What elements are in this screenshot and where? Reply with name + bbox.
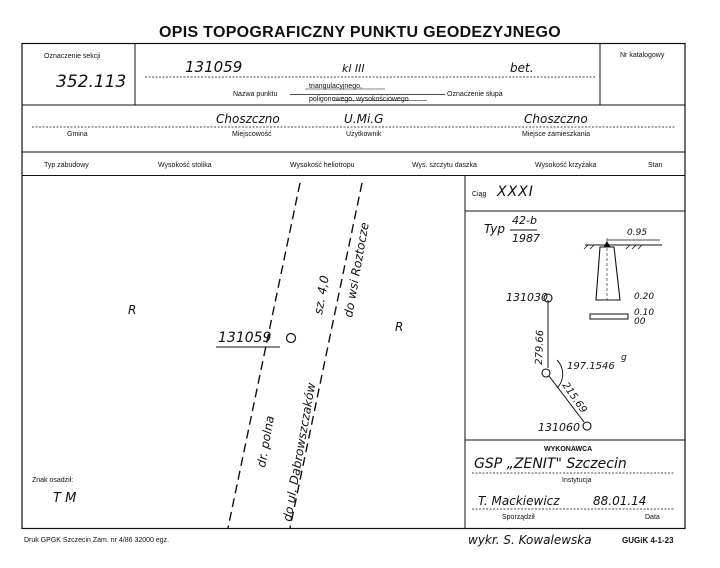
dist-2-label: 215.69 [559,380,589,416]
znak-value: T M [53,491,77,506]
column-label: Wysokość stolika [158,162,212,169]
executor-person-label: Sporządził [502,514,535,521]
dim-00: 00 [634,317,646,327]
region-right-r: R [395,320,404,334]
point-top-label: 131030 [506,291,548,304]
column-label: Wysokość heliotropu [290,162,355,169]
center-point-marker [542,369,550,377]
point-class: kl III [342,62,365,75]
znak-label: Znak osadził: [32,477,74,484]
executor-inst-label: Instytucja [562,477,592,484]
executor-date: 88.01.14 [593,494,647,508]
ciag-value: XXXI [497,184,534,200]
uzytkownik-label: Użytkownik [346,131,382,138]
column-label: Wys. szczytu daszka [412,162,477,169]
document-title: OPIS TOPOGRAFICZNY PUNKTU GEODEZYJNEGO [159,24,561,41]
point-name-label: Nazwa punktu [233,91,278,98]
executor-name: GSP „ZENIT" Szczecin [474,456,627,472]
pillar-label: Oznaczenie słupa [447,91,503,98]
form-code: GUGiK 4-1-23 [622,536,674,545]
triang-label: triangulacyjnego, [309,83,362,90]
section-label: Oznaczenie sekcji [44,53,101,60]
executor-label: WYKONAWCA [544,446,593,453]
miejscowosc-label: Miejscowość [232,131,272,138]
column-label: Typ zabudowy [44,162,89,169]
point-131060-marker [583,422,591,430]
road-right-label2: do wsi Roztocze [341,221,372,319]
road-left-label2: do ul. Dąbrowszczaków [280,381,319,523]
print-info: Druk GPGK Szczecin Zam. nr 4/86 32000 egz. [24,537,170,544]
zamieszkanie-value: Choszczno [524,112,588,126]
map-point-label: 131059 [218,330,272,346]
road-left-label: dr. polna [254,414,278,469]
dim-010: 0.10 [634,308,655,318]
point-number: 131059 [185,58,243,76]
dim-top: 0.95 [627,228,648,238]
catalog-label: Nr katalogowy [620,52,665,59]
polig-label: poligonowego, wysokościowego [309,96,409,103]
executor-date-label: Data [645,514,660,521]
angle-value: 197.1546 [567,361,615,372]
typ-value: 42-b [512,214,537,227]
miejscowosc-value: U.Mi.G [344,112,384,126]
gmina-value: Choszczno [216,112,280,126]
column-label: Stan [648,162,663,169]
region-left-r: R [128,303,137,317]
ciag-label: Ciąg [472,191,487,198]
zamieszkanie-label: Miejsce zamieszkania [522,131,591,138]
typ-year: 1987 [512,232,540,245]
dist-1-label: 279.66 [534,329,547,366]
executor-person: T. Mackiewicz [478,494,560,508]
typ-label: Typ [484,222,506,236]
point-bottom-label: 131060 [538,421,580,434]
gmina-label: Gmina [67,131,88,138]
road-right-label: sz. 4,0 [311,274,332,316]
pillar-mark: bet. [510,61,534,75]
angle-unit: g [621,353,627,363]
drawn-by: wykr. S. Kowalewska [468,533,592,547]
column-label: Wysokość krzyżaka [535,162,597,169]
dim-020: 0.20 [634,292,655,302]
section-value: 352.113 [56,72,127,92]
